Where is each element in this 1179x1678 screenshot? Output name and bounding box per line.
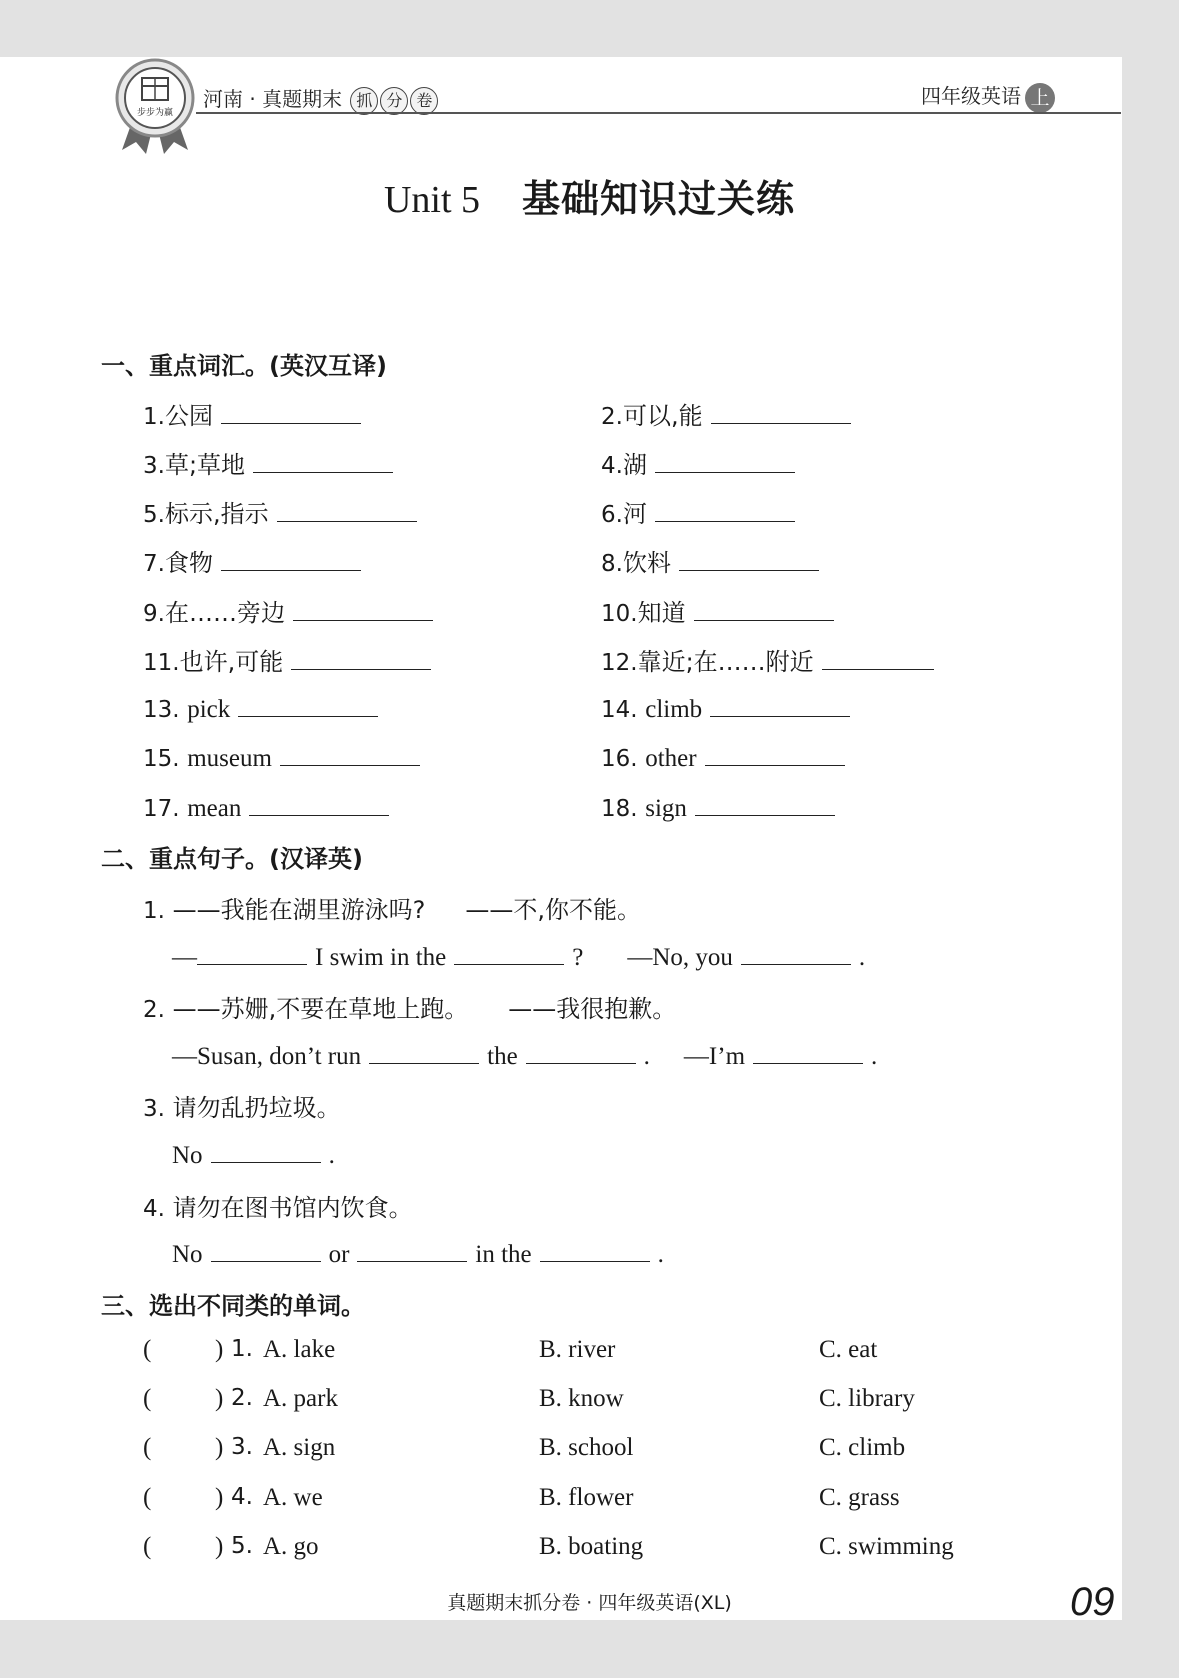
answer-blank[interactable]	[711, 399, 851, 424]
sentence-answer-line: —Susan, don’t run the . —I’m .	[172, 1039, 877, 1071]
answer-blank[interactable]	[280, 741, 420, 766]
vocab-item: 7.食物	[143, 543, 369, 578]
vocab-item: 1.公园	[143, 396, 369, 431]
vocab-item: 4.湖	[601, 445, 803, 480]
answer-paren-slot[interactable]	[165, 1336, 217, 1360]
header-grade	[921, 80, 1055, 113]
vocab-item: 9.在……旁边	[143, 593, 441, 628]
answer-blank[interactable]	[753, 1039, 863, 1064]
answer-blank[interactable]	[710, 692, 850, 717]
answer-blank[interactable]	[822, 645, 934, 670]
medal-logo-icon	[112, 58, 198, 154]
answer-blank[interactable]	[679, 546, 819, 571]
answer-blank[interactable]	[369, 1039, 479, 1064]
answer-blank[interactable]	[357, 1237, 467, 1262]
vocab-item: 12.靠近;在……附近	[601, 642, 942, 677]
title-text: 基础知识过关练	[522, 177, 796, 221]
header-circle-char: 分	[380, 87, 408, 115]
vocab-item: 5.标示,指示	[143, 494, 425, 529]
answer-paren-slot[interactable]	[165, 1434, 217, 1458]
answer-paren-slot[interactable]	[165, 1533, 217, 1557]
volume-badge: 上	[1025, 83, 1055, 113]
answer-blank[interactable]	[291, 645, 431, 670]
footer-text: 真题期末抓分卷 · 四年级英语(XL)	[447, 1592, 732, 1614]
vocab-item: 11.也许,可能	[143, 642, 439, 677]
answer-blank[interactable]	[238, 692, 378, 717]
answer-blank[interactable]	[655, 497, 795, 522]
answer-blank[interactable]	[221, 546, 361, 571]
sentence-prompt: 1. ——我能在湖里游泳吗? ——不,你不能。	[143, 896, 641, 924]
sentence-answer-line: — I swim in the ? —No, you .	[172, 940, 865, 972]
svg-text:步步为赢: 步步为赢	[136, 108, 174, 118]
header-series-title	[203, 83, 438, 115]
answer-blank[interactable]	[211, 1237, 321, 1262]
header-prefix: 河南 · 真题期末	[203, 87, 343, 111]
vocab-item: 15. museum	[143, 741, 428, 773]
answer-blank[interactable]	[705, 741, 845, 766]
answer-blank[interactable]	[540, 1237, 650, 1262]
answer-paren-slot[interactable]	[165, 1385, 217, 1409]
vocab-item: 2.可以,能	[601, 396, 859, 431]
sentence-answer-line: No .	[172, 1138, 335, 1170]
header-divider	[196, 112, 1121, 114]
vocab-item: 18. sign	[601, 791, 843, 823]
header-circle-char: 卷	[410, 87, 438, 115]
vocab-item: 17. mean	[143, 791, 397, 823]
section-heading: 二、重点句子。(汉译英)	[101, 845, 363, 873]
answer-blank[interactable]	[211, 1138, 321, 1163]
answer-blank[interactable]	[293, 596, 433, 621]
section-heading: 一、重点词汇。(英汉互译)	[101, 352, 387, 380]
section-heading: 三、选出不同类的单词。	[101, 1292, 365, 1320]
answer-blank[interactable]	[197, 940, 307, 965]
answer-blank[interactable]	[221, 399, 361, 424]
unit-label: Unit 5	[383, 179, 481, 221]
sentence-prompt: 3. 请勿乱扔垃圾。	[143, 1094, 341, 1122]
answer-blank[interactable]	[249, 791, 389, 816]
answer-blank[interactable]	[741, 940, 851, 965]
answer-blank[interactable]	[694, 596, 834, 621]
vocab-item: 14. climb	[601, 692, 858, 724]
page-title	[0, 168, 1179, 223]
answer-paren-slot[interactable]	[165, 1484, 217, 1508]
vocab-item: 10.知道	[601, 593, 842, 628]
vocab-item: 6.河	[601, 494, 803, 529]
sentence-prompt: 2. ——苏姗,不要在草地上跑。 ——我很抱歉。	[143, 995, 677, 1023]
page-number: 09	[1070, 1580, 1115, 1624]
answer-blank[interactable]	[695, 791, 835, 816]
answer-blank[interactable]	[526, 1039, 636, 1064]
sentence-answer-line: No or in the .	[172, 1237, 664, 1269]
vocab-item: 3.草;草地	[143, 445, 401, 480]
answer-blank[interactable]	[253, 448, 393, 473]
answer-blank[interactable]	[454, 940, 564, 965]
sentence-prompt: 4. 请勿在图书馆内饮食。	[143, 1194, 413, 1222]
vocab-item: 16. other	[601, 741, 853, 773]
answer-blank[interactable]	[277, 497, 417, 522]
header-grade-text: 四年级英语	[921, 84, 1021, 108]
vocab-item: 8.饮料	[601, 543, 827, 578]
header-circle-char: 抓	[350, 87, 378, 115]
answer-blank[interactable]	[655, 448, 795, 473]
vocab-item: 13. pick	[143, 692, 386, 724]
